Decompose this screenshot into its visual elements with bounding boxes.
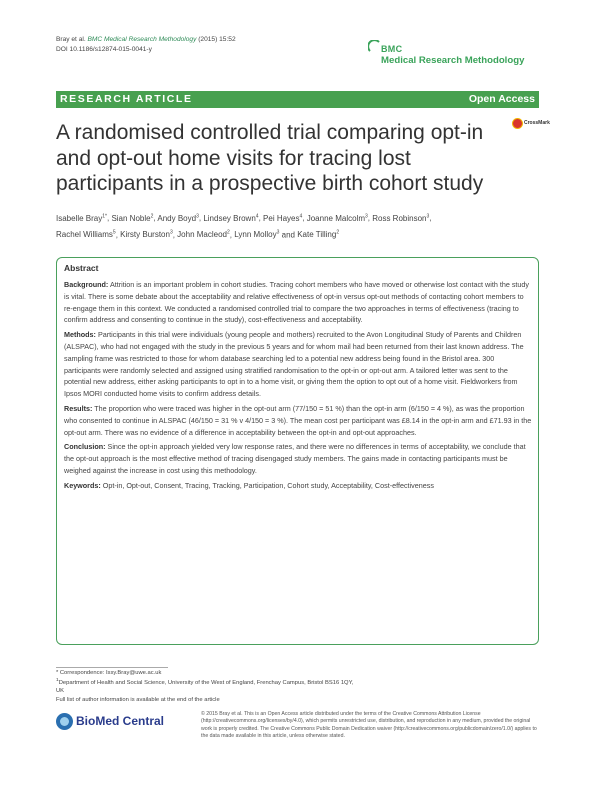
abstract-background: Background: Attrition is an important problem in cohort studies. Tracing cohort members who have moved or otherwise lost contact with the study is vital. There is some debate about the acceptability and relative effectiveness of opt-in versus opt-out methods of contacting cohort members to re-engage them in this context. We conducted a randomised controlled trial to compare the two approaches in terms of effectiveness (tracing to confirm address and consenting to continue in the study), cost-effectiveness and acceptability.	[64, 280, 530, 325]
bmc-arc-icon	[368, 40, 381, 53]
crossmark-badge[interactable]	[512, 116, 548, 134]
article-title: A randomised controlled trial comparing opt-in and opt-out home visits for tracing lost participants in a prospective birth cohort study	[56, 121, 484, 195]
article-type-banner	[56, 91, 539, 108]
author[interactable]: Kirsty Burston$^3$	[120, 229, 173, 240]
author[interactable]: Isabelle Bray$^{1*}$	[56, 213, 107, 223]
abstract-conclusion: Conclusion: Since the opt-in approach yielded very low response rates, and there were no differences in terms of acceptability, we conclude that the opt-out approach is the most effective method of tracing disengaged study members. The gains made in contacting participants must be weighed against the increase in cost using this methodology.	[64, 442, 526, 475]
author[interactable]: Rachel Williams$^5$	[56, 229, 116, 240]
author[interactable]: Lindsey Brown$^4$	[203, 213, 259, 223]
crossmark-label: CrossMark	[524, 120, 550, 126]
author[interactable]: Pei Hayes$^4$	[263, 213, 303, 223]
abstract-body	[64, 279, 532, 495]
author[interactable]: Kate Tilling$^2$	[297, 229, 340, 240]
citation-doi[interactable]: DOI 10.1186/s12874-015-0041-y	[56, 45, 152, 53]
author[interactable]: John Macleod$^2$	[177, 229, 230, 240]
publisher-name: BioMed Central	[76, 714, 165, 728]
license-text: © 2015 Bray et al. This is an Open Access article distributed under the terms of the Creative Commons Attribution License (http://creativecommons.org/licenses/by/4.0), which permits unrestricted use, distribution, and reproduction in any medium, provided the original work is properly credited. The Creative Commons Public Domain Dedication waiver (http://creativecommons.org/publicdomain/zero/1.0/) applies to the data made available in this article, unless otherwise stated.	[201, 711, 537, 740]
crossmark-icon	[512, 118, 523, 129]
author[interactable]: Joanne Malcolm$^3$	[306, 213, 368, 223]
open-access-label: Open Access	[468, 93, 535, 105]
author[interactable]: Andy Boyd$^3$	[157, 213, 199, 223]
footnote-divider	[56, 667, 168, 668]
author[interactable]: Lynn Molloy$^3$	[234, 229, 280, 240]
author[interactable]: Ross Robinson$^3$	[372, 213, 430, 223]
citation-line	[56, 35, 236, 45]
journal-logo	[368, 38, 538, 78]
biomed-central-logo	[56, 711, 186, 733]
citation-authors: Bray et al.	[56, 36, 86, 43]
logo-brand: BMC	[381, 44, 403, 54]
footnotes	[56, 669, 356, 704]
abstract-results: Results: The proportion who were traced was higher in the opt-out arm (77/150 = 51 %) than the opt-in arm (6/150 = 4 %), as was the proportion who consented to continue in ALSPAC (46/150 = 31 % v 4/150 = 3 %). The mean cost per participant was £8.14 in the opt-in arm and £71.93 in the opt-out arm. There was no evidence of a difference in acceptability between the opt-in and opt-out approaches.	[64, 403, 532, 437]
author-info-note: Full list of author information is available at the end of the article	[56, 696, 220, 703]
author[interactable]: Sian Noble$^2$	[111, 213, 154, 223]
affiliation: $^1$Department of Health and Social Science, University of the West of England, Frenchay Campus, Bristol BS16 1QY, UK	[56, 678, 354, 695]
abstract-heading: Abstract	[64, 263, 99, 273]
article-type-label: RESEARCH ARTICLE	[60, 93, 193, 105]
abstract-methods: Methods: Participants in this trial were individuals (young people and mothers) recruited to the Avon Longitudinal Study of Parents and Children (ALSPAC), who had not engaged with the study in the previous 5 years and for whom mail had been returned from their last known address. The sampling frame was restricted to those for whom database searching led to a potential new address being found in the Bristol area. 300 participants were randomly selected and assigned using stratified randomisation to the opt-in or opt-out arm. A tailored letter was sent to the potential new address, either asking participants to opt in to a home visit, or giving them the option to opt out of a home visit. Fieldworkers from Ipsos MORI conducted home visits to confirm address details.	[64, 330, 524, 399]
citation-volume: (2015) 15:52	[198, 36, 236, 43]
logo-journal-name: Medical Research Methodology	[381, 55, 525, 66]
citation-header	[56, 35, 236, 54]
globe-icon	[56, 713, 73, 730]
abstract-keywords: Keywords: Opt-in, Opt-out, Consent, Tracing, Tracking, Participation, Cohort study, Acceptability, Cost-effectiveness	[64, 480, 434, 490]
author-list: Isabelle Bray$^{1*}$, Sian Noble$^2$, Andy Boyd$^3$, Lindsey Brown$^4$, Pei Hayes$^4$, Joanne Malcolm$^3$, Ross Robinson$^3$, Rachel Williams$^5$, Kirsty Burston$^3$, John Macleod$^2$, Lynn Molloy$^3$ and Kate Tilling$^2$	[56, 213, 432, 240]
citation-journal: BMC Medical Research Methodology	[87, 36, 197, 43]
correspondence[interactable]: * Correspondence: Issy.Bray@uwe.ac.uk	[56, 670, 162, 676]
